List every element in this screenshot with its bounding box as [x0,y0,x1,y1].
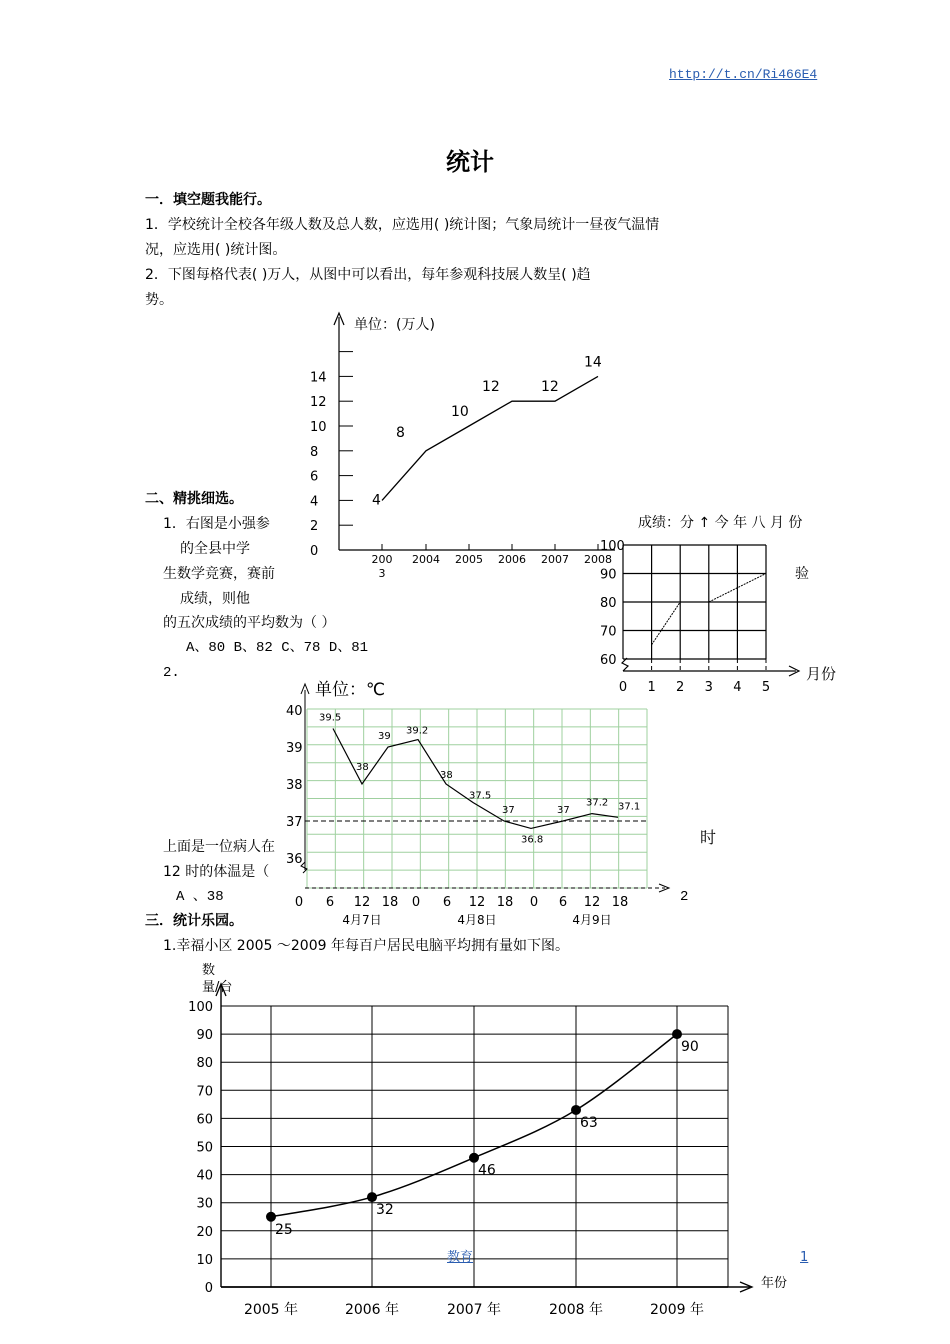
question-2-2-temp: 12 时的体温是（ [163,864,270,880]
score-line-chart [596,512,846,697]
computer-xtick-label: 2008 年 [548,1302,604,1318]
temp-xtick-label: 12 [353,895,371,910]
computer-ytick-label: 20 [196,1224,213,1240]
temp-point-label: 39.5 [319,712,342,724]
temp-point-label: 39 [378,731,391,742]
question-2-2-text: 上面是一位病人在 [163,839,275,855]
computer-ytick-label: 60 [196,1112,213,1128]
visitors-ytick-label: 2 [310,519,319,535]
temp-ytick-label: 37 [286,815,303,830]
question-2-1-line-4: 成绩，则他 [180,591,250,607]
score-xtick-label: 2 [676,680,685,695]
score-ytick-label: 80 [600,596,617,611]
visitors-ytick-label: 12 [310,395,327,411]
computer-ytick-label: 80 [196,1056,213,1072]
computer-xtick-label: 2009 年 [649,1302,705,1318]
computer-xlabel: 年份 [761,1276,788,1291]
temp-point-label: 37.1 [618,801,641,813]
visitors-point-label: 8 [396,424,405,441]
temp-point-label: 37.2 [586,797,609,809]
score-axis-break [622,658,628,671]
temp-point-label: 39.2 [406,725,429,737]
question-1-2-line-1: 2．下图每格代表( )万人，从图中可以看出，每年参观科技展人数呈( )趋 [145,267,591,283]
question-2-2-two: 2 [680,889,689,905]
computer-ytick-label: 50 [196,1140,213,1156]
section-1-heading: 一．填空题我能行。 [145,192,271,208]
visitors-xtick-label: 200 3 [371,553,393,580]
computer-xtick-label: 2007 年 [446,1302,502,1318]
question-2-2-hour: 时 [700,828,717,847]
temp-ytick-label: 36 [286,852,303,867]
visitors-point-label: 12 [482,379,500,396]
temp-ytick-label: 39 [286,741,303,756]
temp-xtick-label: 18 [611,895,629,910]
question-2-1-line-3: 生数学竞赛，赛前 [163,566,275,582]
computer-ytick-label: 100 [188,1000,213,1015]
visitors-line-chart [300,305,620,585]
visitors-ytick-label: 10 [310,420,327,435]
temp-ytick-label: 40 [286,704,303,719]
computer-ytick-label: 40 [196,1168,213,1184]
computer-xtick-label: 2006 年 [344,1302,400,1318]
computer-data-point [266,1212,276,1222]
score-ytick-label: 70 [600,624,617,640]
temp-point-label: 37 [502,805,515,816]
question-2-2-option-a: A 、38 [176,889,224,905]
temp-point-label: 37 [557,805,570,816]
visitors-xtick-label: 2005 [455,553,483,566]
question-2-1-options: A、80 B、82 C、78 D、81 [186,640,369,656]
question-2-1-line-3-tail: 验 [795,566,809,582]
score-xtick-label: 1 [647,680,656,695]
page-title: 统计 [446,148,494,176]
visitors-xtick-label: 2008 [584,553,612,566]
temp-point-label: 38 [440,770,453,781]
question-1-2-line-2: 势。 [145,292,173,308]
computer-ylabel-1: 数 [202,963,216,978]
computer-ytick-label: 0 [204,1281,213,1296]
temperature-ylabel: 单位：℃ [315,680,386,700]
temp-day-label: 4月7日 [342,913,382,927]
computer-ytick-label: 90 [196,1028,213,1044]
computer-ytick-label: 10 [196,1252,213,1268]
visitors-ytick-label: 8 [310,444,319,460]
visitors-ytick-label: 6 [310,469,319,485]
score-ylabel-overlap: 成绩：分 ↑ 今 年 八 月 份 [638,515,803,531]
question-1-1-line-1: 1．学校统计全校各年级人数及总人数，应选用( )统计图；气象局统计一昼夜气温情 [145,217,660,233]
visitors-xtick-label: 2006 [498,553,526,566]
computer-ytick-label: 30 [196,1196,213,1212]
computer-data-point [367,1192,377,1202]
temp-point-label: 37.5 [469,790,492,802]
computer-point-label: 32 [376,1202,394,1219]
temp-xtick-label: 0 [294,895,304,910]
section-3-heading: 三．统计乐园。 [145,913,243,929]
score-xtick-label: 3 [704,680,713,695]
computer-point-label: 90 [681,1039,699,1056]
header-url-link[interactable]: http://t.cn/Ri466E4 [669,67,818,82]
page-number: 1 [800,1250,809,1265]
computer-ytick-label: 70 [196,1084,213,1100]
score-series-segment [652,602,681,645]
computer-data-point [672,1029,682,1039]
computer-ylabel-2: 量/台 [202,980,233,995]
score-ytick-label: 90 [600,567,617,583]
computer-point-label: 63 [580,1114,598,1131]
visitors-ytick-label: 0 [310,544,319,559]
temp-xtick-label: 6 [558,895,568,910]
score-xtick-label: 5 [761,680,771,695]
score-xlabel: 月份 [806,665,837,683]
temp-xtick-label: 12 [583,895,601,910]
score-ytick-label: 100 [600,539,625,554]
question-3-1: 1.幸福小区 2005 ～2009 年每百户居民电脑平均拥有量如下图。 [163,938,569,954]
temp-series-line [333,729,618,829]
computer-data-point [469,1153,479,1163]
score-xtick-label: 4 [733,680,742,695]
temp-point-label: 36.8 [521,834,544,846]
temp-xtick-label: 12 [468,895,486,910]
question-2-1-line-2: 的全县中学 [180,541,250,557]
computer-ownership-chart [180,958,800,1328]
computer-xtick-label: 2005 年 [243,1302,299,1318]
computer-data-point [571,1105,581,1115]
temp-xtick-label: 6 [442,895,452,910]
section-2-heading: 二、精挑细选。 [145,491,243,507]
temp-day-label: 4月8日 [457,913,497,927]
visitors-xtick-label: 2007 [541,553,569,566]
question-2-2-number: 2. [163,665,180,681]
temperature-line-chart [285,676,685,932]
question-2-1-line-1: 1．右图是小强参 [163,516,270,532]
visitors-ytick-label: 4 [310,494,319,510]
temp-xtick-label: 6 [325,895,335,910]
visitors-xtick-label: 2004 [412,553,440,566]
temp-xtick-label: 0 [529,895,539,910]
score-ytick-label: 60 [600,653,617,668]
visitors-point-label: 10 [451,404,469,420]
temp-xtick-label: 0 [411,895,421,910]
temp-xtick-label: 18 [381,895,399,910]
visitors-point-label: 4 [372,492,381,509]
question-2-1-line-5: 的五次成绩的平均数为（ ） [163,615,336,631]
visitors-ytick-label: 14 [310,370,327,386]
temp-day-label: 4月9日 [572,913,612,927]
visitors-ylabel: 单位：(万人) [354,317,435,333]
score-xtick-label: 0 [618,680,628,695]
visitors-point-label: 12 [541,379,559,396]
visitors-point-label: 14 [584,354,602,371]
temp-point-label: 38 [356,762,369,773]
temp-ytick-label: 38 [286,778,303,793]
temp-xtick-label: 18 [496,895,514,910]
computer-point-label: 25 [275,1221,293,1238]
footer-link[interactable]: 教育 [447,1250,474,1265]
question-1-1-line-2: 况，应选用( )统计图。 [145,242,287,258]
computer-point-label: 46 [478,1162,496,1179]
